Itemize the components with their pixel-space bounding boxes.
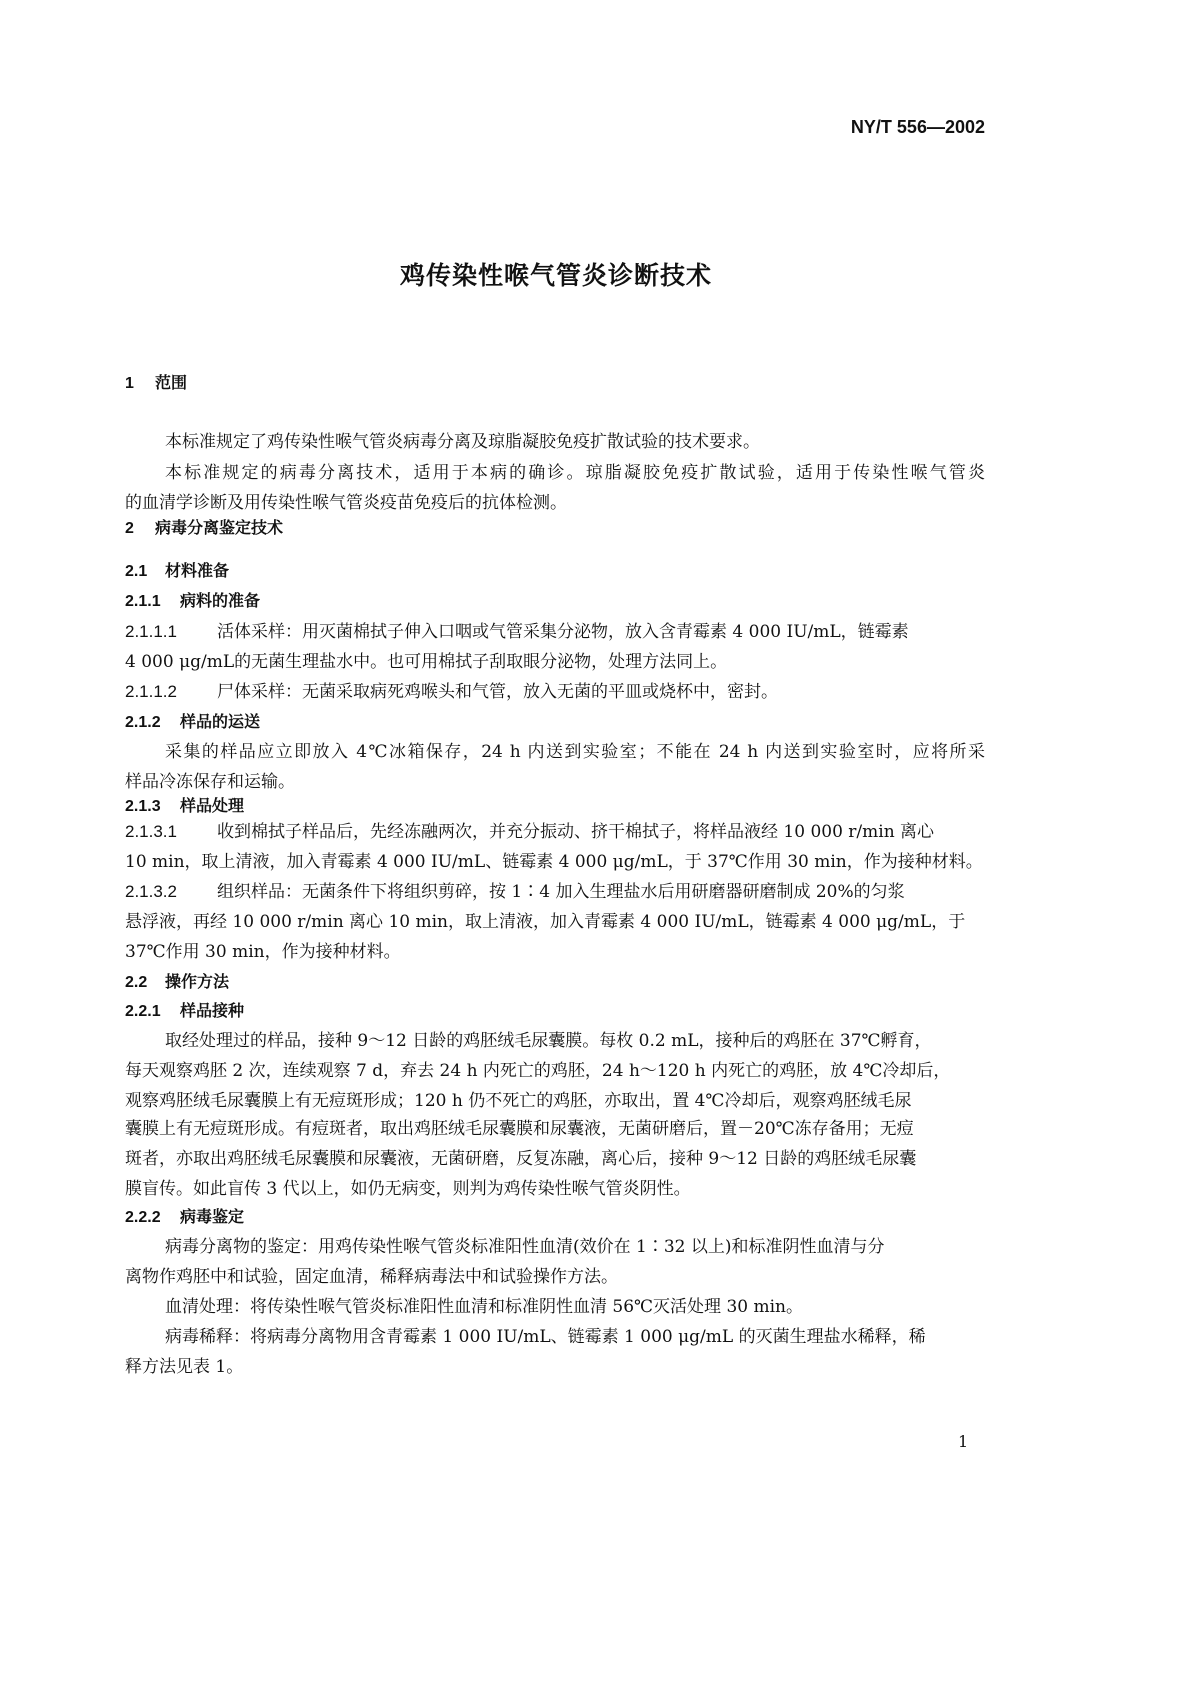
page-number: 1: [958, 1432, 969, 1451]
section-title: 样品接种: [180, 1001, 245, 1020]
paragraph: 37℃作用 30 min，作为接种材料。: [125, 942, 401, 962]
section-2-1-3-heading: [125, 795, 985, 818]
paragraph: 4 000 μg/mL的无菌生理盐水中。也可用棉拭子刮取眼分泌物，处理方法同上。: [125, 652, 728, 672]
section-number: 1: [125, 375, 134, 392]
clause-number: 2.1.1.1: [125, 622, 177, 641]
section-number: 2.1: [125, 563, 148, 580]
section-title: 样品处理: [180, 796, 245, 815]
section-title: 病毒鉴定: [180, 1207, 245, 1226]
paragraph-line: 血清处理：将传染性喉气管炎标准阳性血清和标准阴性血清 56℃灭活处理 30 min。: [165, 1297, 803, 1317]
paragraph: 样品冷冻保存和运输。: [125, 772, 295, 792]
section-number: 2.2.1: [125, 1003, 161, 1020]
section-2-2-1-heading: [125, 1000, 985, 1023]
clause-2-1-1-1: [125, 621, 985, 643]
clause-text: 活体采样：用灭菌棉拭子伸入口咽或气管采集分泌物，放入含青霉素 4 000 IU/mL，链霉素: [217, 622, 909, 642]
section-number: 2.2.2: [125, 1209, 161, 1226]
paragraph-line: 释方法见表 1。: [125, 1357, 244, 1377]
section-title: 操作方法: [165, 972, 230, 991]
standard-number: NY/T 556—2002: [850, 117, 985, 137]
clause-number: 2.1.1.2: [125, 682, 177, 701]
section-2-1-heading: [125, 560, 985, 583]
section-title: 病毒分离鉴定技术: [155, 518, 284, 537]
section-1-heading: [125, 372, 985, 395]
section-number: 2.1.1: [125, 593, 161, 610]
paragraph-line: 取经处理过的样品，接种 9～12 日龄的鸡胚绒毛尿囊膜。每枚 0.2 mL，接种后的鸡胚在 37℃孵育，: [165, 1031, 932, 1051]
section-number: 2.1.3: [125, 798, 161, 815]
section-title: 范围: [155, 373, 188, 392]
section-number: 2.2: [125, 974, 148, 991]
paragraph-line: 病毒分离物的鉴定：用鸡传染性喉气管炎标准阳性血清(效价在 1∶32 以上)和标准阴性血清与分: [165, 1237, 885, 1257]
clause-2-1-3-1: [125, 821, 985, 843]
clause-text: 组织样品：无菌条件下将组织剪碎，按 1∶4 加入生理盐水后用研磨器研磨制成 20%的匀浆: [217, 882, 905, 902]
section-2-1-2-heading: [125, 711, 985, 734]
paragraph: 10 min，取上清液，加入青霉素 4 000 IU/mL、链霉素 4 000 μg/mL，于 37℃作用 30 min，作为接种材料。: [125, 852, 983, 872]
section-2-1-1-heading: [125, 590, 985, 613]
paragraph: 本标准规定的病毒分离技术，适用于本病的确诊。琼脂凝胶免疫扩散试验，适用于传染性喉气管炎: [165, 463, 985, 483]
clause-2-1-1-2: [125, 681, 985, 703]
document-title: 鸡传染性喉气管炎诊断技术: [399, 261, 712, 290]
section-2-2-2-heading: [125, 1206, 985, 1229]
clause-2-1-3-2: [125, 881, 985, 903]
clause-number: 2.1.3.1: [125, 822, 177, 841]
paragraph-line: 病毒稀释：将病毒分离物用含青霉素 1 000 IU/mL、链霉素 1 000 μg/mL 的灭菌生理盐水稀释，稀: [165, 1327, 926, 1347]
section-number: 2: [125, 520, 134, 537]
paragraph-line: 每天观察鸡胚 2 次，连续观察 7 d，弃去 24 h 内死亡的鸡胚，24 h～120 h 内死亡的鸡胚，放 4℃冷却后，: [125, 1061, 951, 1081]
section-2-2-heading: [125, 971, 985, 994]
paragraph-line: 膜盲传。如此盲传 3 代以上，如仍无病变，则判为鸡传染性喉气管炎阴性。: [125, 1179, 691, 1199]
paragraph: 悬浮液，再经 10 000 r/min 离心 10 min，取上清液，加入青霉素 4 000 IU/mL，链霉素 4 000 μg/mL，于: [125, 912, 966, 932]
paragraph: 采集的样品应立即放入 4℃冰箱保存，24 h 内送到实验室；不能在 24 h 内送到实验室时，应将所采: [165, 742, 985, 762]
paragraph: 的血清学诊断及用传染性喉气管炎疫苗免疫后的抗体检测。: [125, 493, 567, 513]
section-title: 病料的准备: [180, 591, 261, 610]
section-number: 2.1.2: [125, 714, 161, 731]
section-title: 样品的运送: [180, 712, 261, 731]
paragraph-line: 囊膜上有无痘斑形成。有痘斑者，取出鸡胚绒毛尿囊膜和尿囊液，无菌研磨后，置－20℃冻存备用；无痘: [125, 1119, 914, 1139]
paragraph-line: 观察鸡胚绒毛尿囊膜上有无痘斑形成；120 h 仍不死亡的鸡胚，亦取出，置 4℃冷却后，观察鸡胚绒毛尿: [125, 1091, 912, 1111]
section-2-heading: [125, 517, 985, 540]
paragraph-line: 斑者，亦取出鸡胚绒毛尿囊膜和尿囊液，无菌研磨，反复冻融，离心后，接种 9～12 日龄的鸡胚绒毛尿囊: [125, 1149, 917, 1169]
paragraph-line: 离物作鸡胚中和试验，固定血清，稀释病毒法中和试验操作方法。: [125, 1267, 618, 1287]
clause-text: 尸体采样：无菌采取病死鸡喉头和气管，放入无菌的平皿或烧杯中，密封。: [217, 682, 778, 702]
clause-text: 收到棉拭子样品后，先经冻融两次，并充分振动、挤干棉拭子，将样品液经 10 000 r/min 离心: [217, 822, 935, 842]
clause-number: 2.1.3.2: [125, 882, 177, 901]
paragraph: 本标准规定了鸡传染性喉气管炎病毒分离及琼脂凝胶免疫扩散试验的技术要求。: [165, 432, 760, 452]
section-title: 材料准备: [165, 561, 230, 580]
